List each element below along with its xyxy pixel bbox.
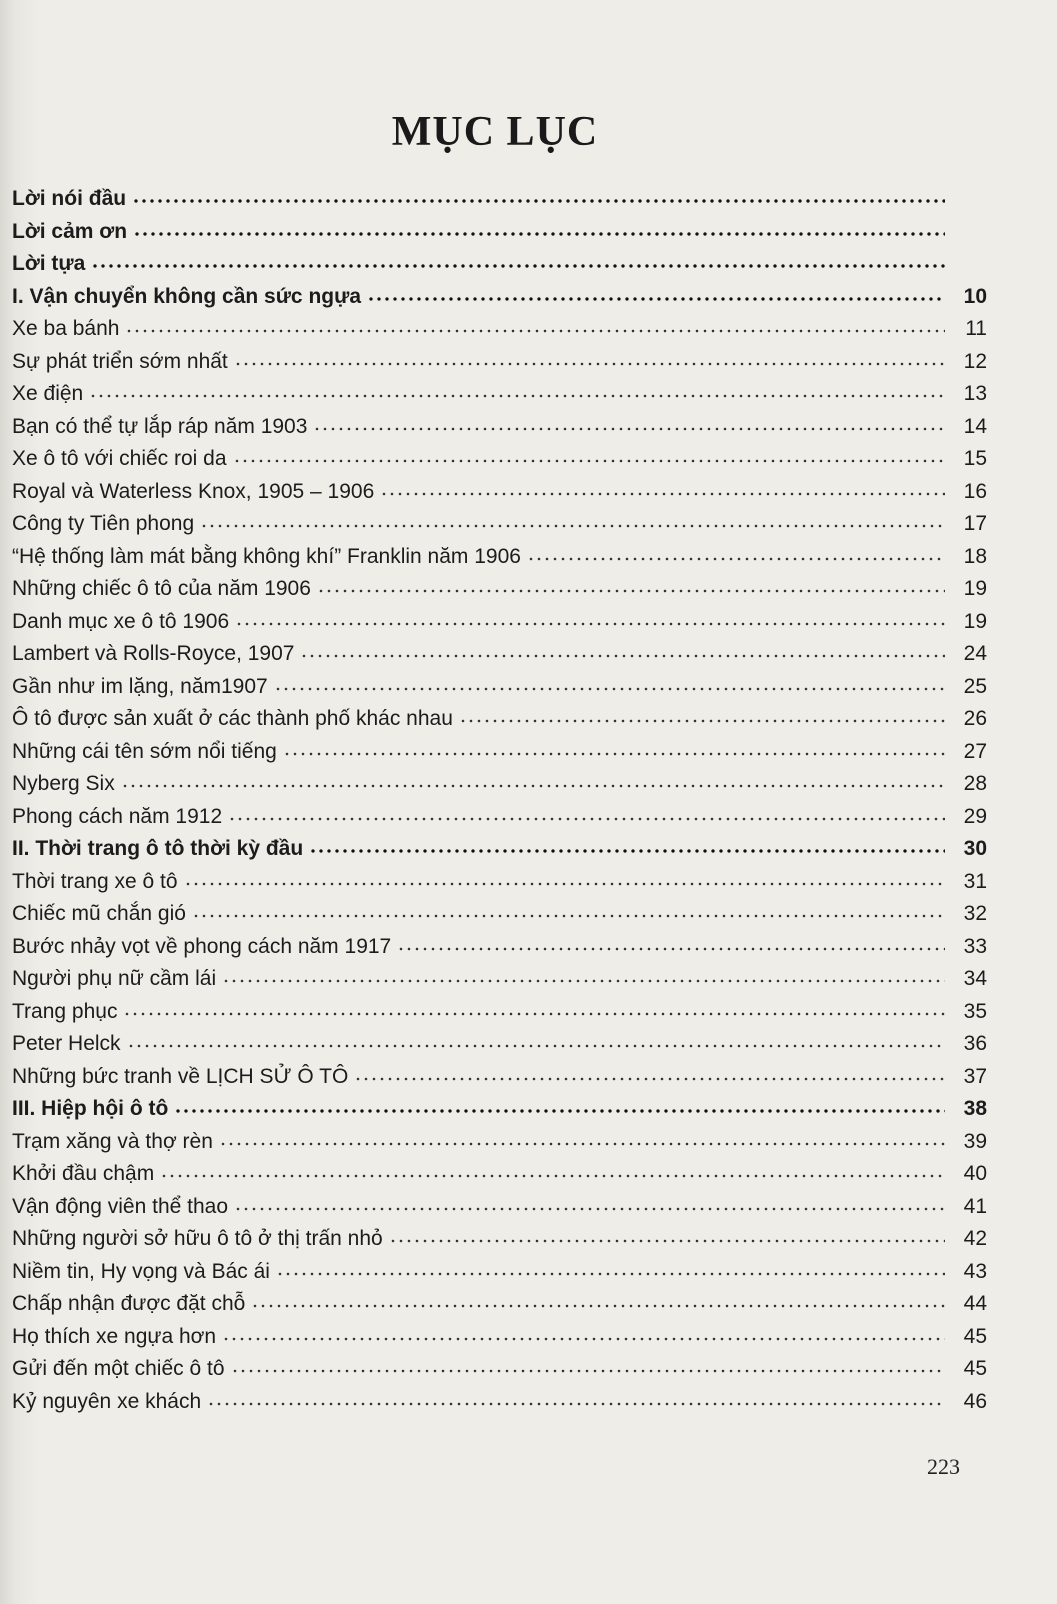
- toc-entry: [12, 541, 987, 574]
- toc-entry-page: 29: [963, 804, 987, 828]
- toc-entry: [12, 898, 987, 931]
- toc-entry-title: I. Vận chuyển không cần sức ngựa: [12, 284, 361, 308]
- toc-entry-title: Người phụ nữ cầm lái: [12, 967, 217, 990]
- toc-entry: [12, 1061, 987, 1094]
- toc-entry-page: 30: [963, 837, 987, 860]
- toc-entry: [12, 313, 987, 346]
- toc-entry-page: 43: [963, 1259, 987, 1283]
- toc-entry-page: 10: [963, 284, 987, 308]
- dot-leader: [380, 492, 945, 496]
- dot-leader: [300, 654, 945, 658]
- toc-entry-page: 41: [963, 1194, 987, 1218]
- toc-entry: [12, 931, 987, 964]
- toc-entry-page: 19: [963, 609, 987, 633]
- dot-leader: [354, 1077, 945, 1081]
- toc-entry-page: 33: [963, 934, 987, 958]
- dot-leader: [222, 979, 945, 983]
- toc-entry: [12, 996, 987, 1029]
- toc-entry-page: 32: [963, 902, 987, 925]
- toc-entry: [12, 606, 987, 639]
- toc-entry-page: 35: [963, 999, 987, 1023]
- dot-leader: [527, 557, 945, 561]
- dot-leader: [132, 199, 945, 203]
- toc-entry-title: Xe ô tô với chiếc roi da: [12, 447, 227, 470]
- toc-entry: [12, 183, 987, 216]
- toc-entry: [12, 866, 987, 899]
- toc-entry-title: Họ thích xe ngựa hơn: [12, 1324, 217, 1348]
- toc-entry-title: Danh mục xe ô tô 1906: [12, 609, 230, 633]
- dot-leader: [160, 1174, 945, 1178]
- toc-entry: [12, 281, 987, 314]
- toc-entry: [12, 1191, 987, 1224]
- toc-entry-title: Những bức tranh về LỊCH SỬ Ô TÔ: [12, 1064, 349, 1088]
- toc-entry-page: 13: [963, 382, 987, 405]
- toc-entry-title: Trạm xăng và thợ rèn: [12, 1129, 213, 1153]
- toc-entry-title: Thời trang xe ô tô: [12, 869, 178, 893]
- toc-entry-title: Bước nhảy vọt về phong cách năm 1917: [12, 934, 392, 958]
- toc-entry-page: 44: [963, 1292, 987, 1315]
- toc-entry-page: 17: [963, 512, 987, 535]
- dot-leader: [313, 427, 945, 431]
- toc-entry: [12, 443, 987, 476]
- toc-entry: [12, 508, 987, 541]
- toc-entry-page: 45: [963, 1324, 987, 1348]
- toc-entry: [12, 248, 987, 281]
- toc-entry-title: Royal và Waterless Knox, 1905 – 1906: [12, 479, 375, 503]
- toc-entry: [12, 1256, 987, 1289]
- toc-entry-page: 26: [963, 707, 987, 730]
- toc-entry-page: 25: [963, 674, 987, 698]
- toc-entry: [12, 833, 987, 866]
- toc-entry-title: Bạn có thể tự lắp ráp năm 1903: [12, 414, 308, 438]
- toc-entry-page: 24: [963, 642, 987, 665]
- toc-entry: [12, 573, 987, 606]
- toc-entry-title: Công ty Tiên phong: [12, 512, 195, 535]
- toc-entry-title: “Hệ thống làm mát bằng không khí” Franklin năm 1906: [12, 544, 521, 568]
- dot-leader: [207, 1402, 945, 1406]
- dot-leader: [231, 1369, 946, 1373]
- toc-entry-page: 39: [963, 1129, 987, 1153]
- toc-entry: [12, 1386, 987, 1419]
- dot-leader: [274, 687, 945, 691]
- toc-entry-page: 12: [963, 349, 987, 373]
- toc-entry: [12, 1028, 987, 1061]
- toc-entry: [12, 703, 987, 736]
- toc-entry-page: 45: [963, 1357, 987, 1380]
- dot-leader: [234, 1207, 945, 1211]
- toc-entry-page: 28: [963, 772, 987, 795]
- dot-leader: [89, 394, 945, 398]
- toc-entry: [12, 1158, 987, 1191]
- toc-entry-title: Trang phục: [12, 999, 118, 1023]
- toc-entry-title: Kỷ nguyên xe khách: [12, 1389, 202, 1413]
- toc-entry: [12, 346, 987, 379]
- dot-leader: [317, 589, 945, 593]
- toc-entry-title: Lời nói đầu: [12, 187, 127, 210]
- toc-entry-page: 46: [963, 1389, 987, 1413]
- toc-entry-title: III. Hiệp hội ô tô: [12, 1097, 169, 1120]
- toc-entry-title: Xe điện: [12, 382, 84, 405]
- dot-leader: [309, 849, 945, 853]
- dot-leader: [184, 882, 945, 886]
- dot-leader: [251, 1304, 945, 1308]
- toc-entry-page: 27: [963, 739, 987, 763]
- toc-entry: [12, 1288, 987, 1321]
- toc-entry-title: Chấp nhận được đặt chỗ: [12, 1292, 246, 1315]
- toc-entry-title: Khởi đầu chậm: [12, 1162, 155, 1185]
- dot-leader: [389, 1239, 945, 1243]
- dot-leader: [222, 1337, 945, 1341]
- toc-entry-title: Chiếc mũ chắn gió: [12, 902, 186, 925]
- dot-leader: [192, 914, 945, 918]
- dot-leader: [276, 1272, 945, 1276]
- page-title: MỤC LỤC: [391, 109, 599, 155]
- dot-leader: [459, 719, 945, 723]
- dot-leader: [121, 784, 945, 788]
- dot-leader: [123, 1012, 945, 1016]
- toc-entry: [12, 736, 987, 769]
- toc-entry-page: 18: [963, 544, 987, 568]
- toc-entry-title: Nyberg Six: [12, 772, 115, 795]
- toc-entry: [12, 378, 987, 411]
- toc-entry-title: Phong cách năm 1912: [12, 804, 223, 828]
- toc-entry-title: Sự phát triển sớm nhất: [12, 349, 228, 373]
- toc-entry-page: 14: [963, 414, 987, 438]
- toc-entry-page: 38: [963, 1097, 987, 1120]
- toc-entry-title: Lambert và Rolls-Royce, 1907: [12, 642, 295, 665]
- toc-entry-title: Lời tựa: [12, 252, 86, 275]
- toc-entry-page: 19: [963, 577, 987, 600]
- toc-entry: [12, 638, 987, 671]
- dot-leader: [397, 947, 945, 951]
- page-number: 223: [927, 1454, 960, 1479]
- toc-entry-page: 16: [963, 479, 987, 503]
- dot-leader: [219, 1142, 945, 1146]
- toc-entry-title: Niềm tin, Hy vọng và Bác ái: [12, 1259, 270, 1283]
- toc-entry: [12, 476, 987, 509]
- toc-entry-page: 42: [963, 1227, 987, 1250]
- toc-entry: [12, 1353, 987, 1386]
- dot-leader: [228, 817, 945, 821]
- dot-leader: [133, 232, 945, 236]
- toc-entry: [12, 768, 987, 801]
- toc-entry-page: 31: [963, 869, 987, 893]
- toc-entry: [12, 1321, 987, 1354]
- toc-entry: [12, 411, 987, 444]
- toc-entry-title: Lời cảm ơn: [12, 219, 128, 243]
- toc-entry-title: Những chiếc ô tô của năm 1906: [12, 577, 311, 600]
- toc-entry-title: Xe ba bánh: [12, 317, 120, 340]
- toc-entry-page: 40: [963, 1162, 987, 1185]
- dot-leader: [233, 459, 945, 463]
- toc-entry-title: Gần như im lặng, năm1907: [12, 674, 268, 698]
- toc-entry: [12, 1093, 987, 1126]
- toc-entry: [12, 963, 987, 996]
- toc-entry: [12, 671, 987, 704]
- toc-entry-page: 36: [963, 1032, 987, 1055]
- toc-entry-title: Vận động viên thể thao: [12, 1194, 229, 1218]
- toc-entry-title: II. Thời trang ô tô thời kỳ đầu: [12, 837, 304, 860]
- dot-leader: [91, 264, 945, 268]
- toc-entry-page: 37: [963, 1064, 987, 1088]
- toc-entry: [12, 216, 987, 249]
- dot-leader: [367, 297, 945, 301]
- toc-entry-title: Những người sở hữu ô tô ở thị trấn nhỏ: [12, 1227, 383, 1250]
- dot-leader: [127, 1044, 945, 1048]
- toc-entry: [12, 1126, 987, 1159]
- toc-entry-title: Gửi đến một chiếc ô tô: [12, 1357, 225, 1380]
- dot-leader: [125, 329, 945, 333]
- toc-entry: [12, 801, 987, 834]
- toc-entry-title: Ô tô được sản xuất ở các thành phố khác nhau: [12, 707, 453, 730]
- dot-leader: [283, 752, 945, 756]
- table-of-contents: [12, 183, 987, 1418]
- toc-entry: [12, 1223, 987, 1256]
- toc-entry-page: 34: [963, 967, 987, 990]
- dot-leader: [234, 362, 945, 366]
- toc-entry-title: Peter Helck: [12, 1032, 121, 1055]
- toc-entry-page: 11: [965, 317, 987, 340]
- dot-leader: [200, 524, 945, 528]
- toc-entry-title: Những cái tên sớm nổi tiếng: [12, 739, 277, 763]
- dot-leader: [235, 622, 945, 626]
- dot-leader: [174, 1109, 945, 1113]
- toc-entry-page: 15: [963, 447, 987, 470]
